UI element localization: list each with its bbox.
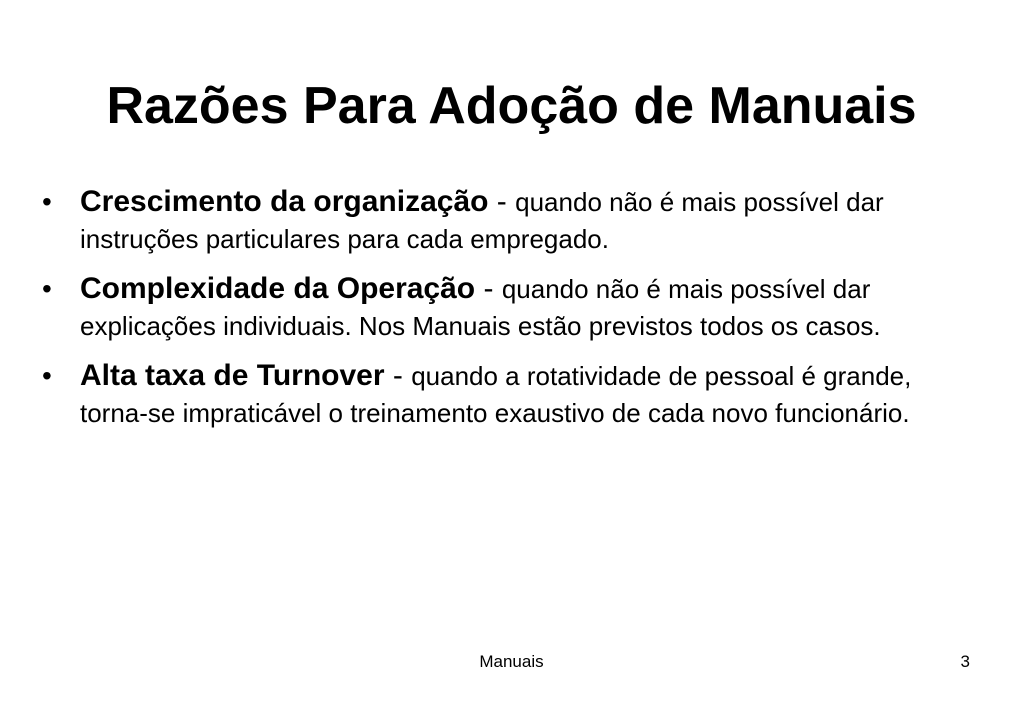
bullet-marker: • — [42, 360, 52, 391]
bullet-body — [80, 361, 911, 428]
bullet-description: quando não é mais possível dar instruções particulares para cada empregado. — [80, 187, 884, 254]
bullet-marker: • — [42, 273, 52, 304]
bullet-item — [40, 270, 970, 345]
slide-title: Razões Para Adoção de Manuais — [106, 77, 917, 135]
bullet-heading: Alta taxa de Turnover — [80, 359, 385, 392]
bullet-description: quando não é mais possível dar explicações individuais. Nos Manuais estão previstos todos os casos. — [80, 274, 881, 341]
bullet-body — [80, 187, 884, 254]
bullet-list — [40, 183, 970, 444]
bullet-separator: - — [488, 185, 516, 218]
page-number: 3 — [960, 652, 970, 671]
bullet-separator: - — [475, 272, 502, 305]
bullet-marker: • — [42, 186, 52, 217]
bullet-heading: Crescimento da organização — [80, 185, 489, 218]
footer-title: Manuais — [479, 652, 544, 671]
bullet-separator: - — [384, 359, 412, 392]
bullet-description: quando a rotatividade de pessoal é grande, torna-se impraticável o treinamento exaustivo de cada novo funcionário. — [80, 361, 912, 428]
bullet-body — [80, 274, 881, 341]
bullet-heading: Complexidade da Operação — [80, 272, 476, 305]
bullet-item — [40, 183, 970, 258]
bullet-item — [40, 357, 970, 432]
